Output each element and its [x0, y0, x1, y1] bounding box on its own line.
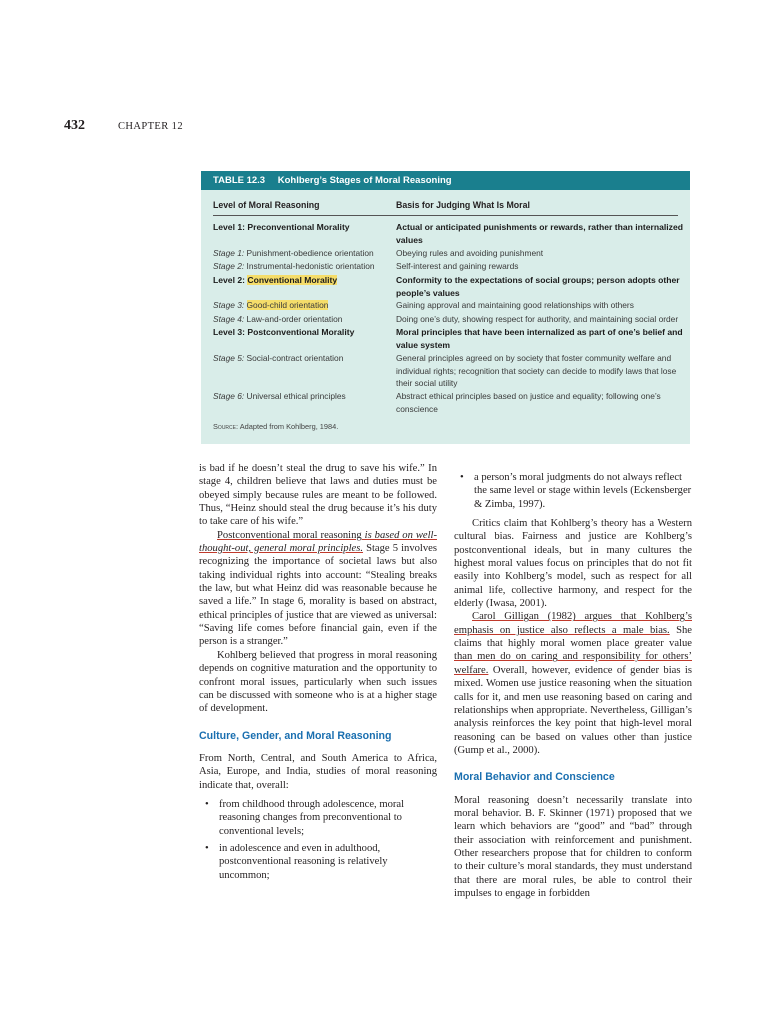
kohlberg-table — [201, 171, 690, 444]
table-cell-basis: General principles agreed on by society that foster community welfare and individual rights; recognition that society can decide to modify laws that lose their social utility — [396, 353, 677, 388]
stage-label: Stage 5: — [213, 353, 245, 363]
key-term: Postconventional moral reasoning — [217, 529, 362, 541]
bullet-icon: • — [460, 472, 464, 483]
stage-name: Instrumental-hedonistic orientation — [244, 261, 375, 271]
table-col2-header: Basis for Judging What Is Moral — [396, 200, 530, 210]
table-title-bar — [201, 171, 690, 190]
bullet-icon: • — [205, 798, 209, 810]
table-cell-basis: Gaining approval and maintaining good relationships with others — [396, 300, 634, 310]
paragraph: Moral reasoning doesn’t necessarily translate into moral behavior. B. F. Skinner (1971) proposed that we learn which behaviors are “good” and “bad” through their association with reinforcement and punishment. Other researchers propose that for children to conform to their culture’s moral standards, they must understand that there are moral rules, be able to control their impulses to engage in forbidden — [454, 794, 692, 899]
paragraph: is bad if he doesn’t steal the drug to save his wife.” In stage 4, children believe that laws and duties must be obeyed simply because rules are meant to be followed. Thus, “Heinz should steal the drug because it’s his duty to take care of his wife.” — [199, 463, 437, 528]
stage-label: Stage 2: — [213, 261, 245, 271]
paragraph: From North, Central, and South America to Africa, Asia, Europe, and India, studies of moral reasoning indicate that, overall: — [199, 752, 437, 791]
highlighted-text: Good-child orientation — [246, 300, 329, 310]
section-heading: Culture, Gender, and Moral Reasoning — [199, 729, 392, 742]
table-cell-basis: Doing one’s duty, showing respect for authority, and maintaining social order — [396, 314, 679, 324]
list-item-text: a person’s moral judgments do not always reflect the same level or stage within levels (Eckensberger & Zimba, 1997). — [474, 472, 692, 510]
list-item — [199, 798, 437, 838]
table-cell-level — [213, 299, 391, 312]
bullet-list — [199, 798, 437, 882]
table-cell-basis: Abstract ethical principles based on justice and equality; following one’s conscience — [396, 391, 661, 414]
table-cell-level — [213, 313, 391, 326]
paragraph: Critics claim that Kohlberg’s theory has a Western cultural bias. Fairness and justice are Kohlberg’s postconventional ideals, but in many cultures the highest moral values focus on principles that do not fit easily into Kohlberg’s model, such as respect for all animal life, collective harmony, and respect for the elderly (Iwasa, 2001). — [454, 518, 692, 610]
paragraph-text: Stage 5 involves recognizing the importance of societal laws but also taking individual rights into account: “Stealing breaks the law, but what Heinz did was reasonable because he saved a life.” In stage 6, morality is based on abstract, ethical principles of justice that are viewed as universal: “Saving life comes before financial gain, even if the person is a stranger.” — [199, 543, 437, 648]
stage-label: Stage 6: — [213, 391, 245, 401]
chapter-label: CHAPTER 12 — [118, 121, 183, 132]
underlined-text: than men do on caring and responsibility for others’ welfare. — [454, 651, 692, 676]
table-cell-level — [213, 352, 391, 365]
table-cell-basis: Actual or anticipated punishments or rewards, rather than internalized values — [396, 222, 683, 245]
list-item — [199, 842, 437, 882]
stage-name: Social-contract orientation — [244, 353, 344, 363]
table-cell-level — [213, 274, 391, 287]
list-item-text: from childhood through adolescence, moral reasoning changes from preconventional to conventional levels; — [219, 798, 405, 837]
table-cell-level — [213, 247, 391, 260]
paragraph — [454, 610, 692, 757]
table-source — [213, 422, 338, 431]
stage-name: Punishment-obedience orientation — [244, 248, 374, 258]
table-number: TABLE 12.3 — [213, 175, 266, 186]
list-item-text: in adolescence and even in adulthood, postconventional reasoning is relatively uncommon; — [219, 842, 388, 881]
table-cell-basis: Self-interest and gaining rewards — [396, 261, 519, 271]
section-heading: Moral Behavior and Conscience — [454, 771, 615, 784]
page-number: 432 — [64, 118, 85, 133]
table-cell-level: Level 1: Preconventional Morality — [213, 222, 350, 232]
left-column — [199, 462, 437, 886]
table-header-row — [213, 200, 678, 216]
table-cell-level: Level 3: Postconventional Morality — [213, 327, 355, 337]
bullet-icon: • — [205, 842, 209, 854]
underlined-text: Carol Gilligan (1982) argues that Kohlberg’s emphasis on justice also reflects a male bias. — [454, 611, 692, 636]
stage-label: Stage 3: — [213, 300, 245, 310]
paragraph-text: She claims that highly moral women place greater value — [454, 624, 692, 650]
paragraph — [199, 529, 437, 649]
table-cell-level — [213, 390, 391, 403]
paragraph: Kohlberg believed that progress in moral reasoning depends on cognitive maturation and the opportunity to confront moral issues, particularly when such issues can be discussed with someone who is at a higher stage of development. — [199, 649, 437, 715]
table-title: Kohlberg’s Stages of Moral Reasoning — [277, 175, 452, 186]
highlighted-text: Conventional Morality — [247, 275, 338, 285]
stage-name: Universal ethical principles — [244, 391, 346, 401]
key-definition: is based on well-thought-out, general moral principles. — [199, 529, 438, 555]
table-cell-basis: Conformity to the expectations of social groups; person adopts other people’s values — [396, 275, 680, 298]
table-cell-level — [213, 260, 391, 273]
table-cell-basis: Moral principles that have been internalized as part of one’s belief and value system — [396, 327, 683, 350]
stage-label: Stage 1: — [213, 248, 245, 258]
table-col1-header: Level of Moral Reasoning — [213, 200, 320, 210]
stage-name: Law-and-order orientation — [244, 314, 343, 324]
level-label: Level 2: — [213, 275, 248, 285]
list-item — [454, 471, 692, 511]
table-cell-basis: Obeying rules and avoiding punishment — [396, 248, 544, 258]
source-text: Adapted from Kohlberg, 1984. — [238, 422, 339, 431]
paragraph-text: Overall, however, evidence of gender bias is mixed. Women use justice reasoning when the situation calls for it, and men use reasoning based on caring and relationships when appropriate. Nevertheless, Gilligan’s analysis reinforces the key point that high-level moral reasoning can be based on values other than justice (Gump et al., 2000). — [454, 664, 692, 756]
bullet-list — [454, 471, 692, 511]
stage-label: Stage 4: — [213, 314, 245, 324]
right-column — [454, 471, 692, 900]
source-label: Source: — [213, 422, 239, 431]
